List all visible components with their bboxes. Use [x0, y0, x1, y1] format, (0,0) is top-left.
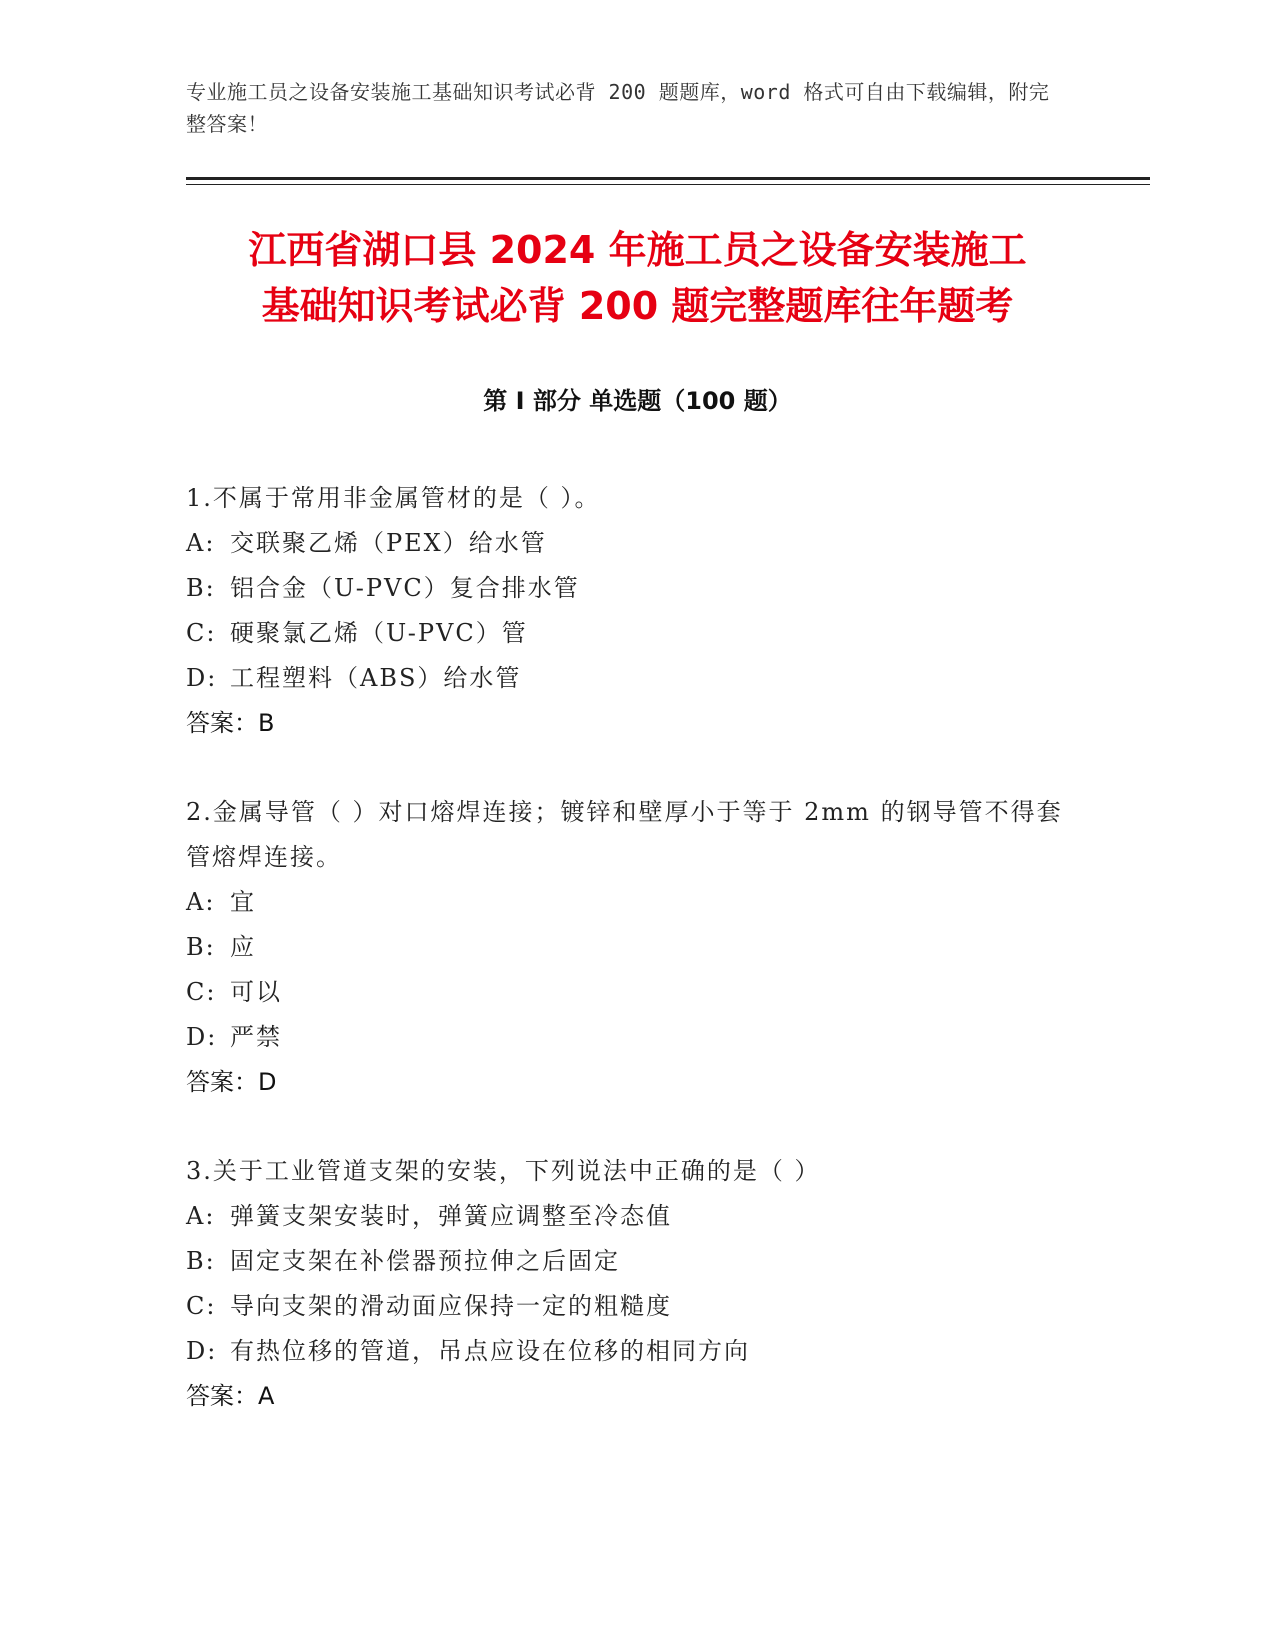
option-key: B: [186, 1247, 216, 1275]
option-key: B: [186, 933, 216, 961]
option-a [186, 521, 1086, 566]
question-stem: 2.金属导管（ ）对口熔焊连接；镀锌和壁厚小于等于 2mm 的钢导管不得套管熔焊连接。 [186, 798, 1063, 871]
option-key: A: [186, 888, 216, 916]
answer-value: A [258, 1382, 275, 1410]
option-text: 交联聚乙烯（PEX）给水管 [230, 529, 547, 557]
option-text: 应 [230, 933, 256, 961]
title-line-2: 基础知识考试必背 200 题完整题库往年题考 [261, 284, 1014, 328]
section-title: 第 I 部分 单选题（100 题） [483, 387, 792, 415]
answer-value: B [258, 709, 275, 737]
option-key: B: [186, 574, 216, 602]
option-c [186, 611, 1086, 656]
option-text: 弹簧支架安装时，弹簧应调整至冷态值 [230, 1202, 672, 1230]
answer-label: 答案： [186, 1382, 258, 1410]
answer-line [186, 701, 1086, 746]
option-text: 严禁 [230, 1023, 282, 1051]
option-d [186, 656, 1086, 701]
option-text: 可以 [230, 978, 282, 1006]
question-stem: 1.不属于常用非金属管材的是（ ）。 [186, 484, 601, 512]
option-key: D: [186, 664, 218, 692]
option-text: 导向支架的滑动面应保持一定的粗糙度 [230, 1292, 672, 1320]
option-b [186, 925, 1086, 970]
option-text: 硬聚氯乙烯（U-PVC）管 [230, 619, 528, 647]
question-list [186, 476, 1086, 1463]
option-c [186, 1284, 1086, 1329]
answer-value: D [258, 1068, 277, 1096]
question-1 [186, 476, 1086, 746]
option-a [186, 1194, 1086, 1239]
option-key: D: [186, 1337, 218, 1365]
option-a [186, 880, 1086, 925]
answer-line [186, 1060, 1086, 1105]
option-b [186, 1239, 1086, 1284]
option-key: A: [186, 529, 216, 557]
answer-label: 答案： [186, 709, 258, 737]
option-text: 工程塑料（ABS）给水管 [230, 664, 522, 692]
answer-label: 答案： [186, 1068, 258, 1096]
header-divider-thin [186, 184, 1150, 185]
option-text: 铝合金（U-PVC）复合排水管 [230, 574, 580, 602]
option-key: D: [186, 1023, 218, 1051]
option-c [186, 970, 1086, 1015]
option-key: C: [186, 619, 217, 647]
option-text: 有热位移的管道，吊点应设在位移的相同方向 [230, 1337, 750, 1365]
question-stem: 3.关于工业管道支架的安装，下列说法中正确的是（ ） [186, 1157, 821, 1185]
header-note: 专业施工员之设备安装施工基础知识考试必背 200 题题库，word 格式可自由下载编辑，附完整答案！ [186, 80, 1050, 136]
option-key: A: [186, 1202, 216, 1230]
header-divider-thick [186, 177, 1150, 180]
question-3 [186, 1149, 1086, 1419]
option-d [186, 1329, 1086, 1374]
option-b [186, 566, 1086, 611]
option-d [186, 1015, 1086, 1060]
option-text: 固定支架在补偿器预拉伸之后固定 [230, 1247, 620, 1275]
option-text: 宜 [230, 888, 256, 916]
document-title [150, 222, 1125, 334]
option-key: C: [186, 978, 217, 1006]
question-2 [186, 790, 1086, 1105]
option-key: C: [186, 1292, 217, 1320]
title-line-1: 江西省湖口县 2024 年施工员之设备安装施工 [248, 228, 1027, 272]
answer-line [186, 1374, 1086, 1419]
